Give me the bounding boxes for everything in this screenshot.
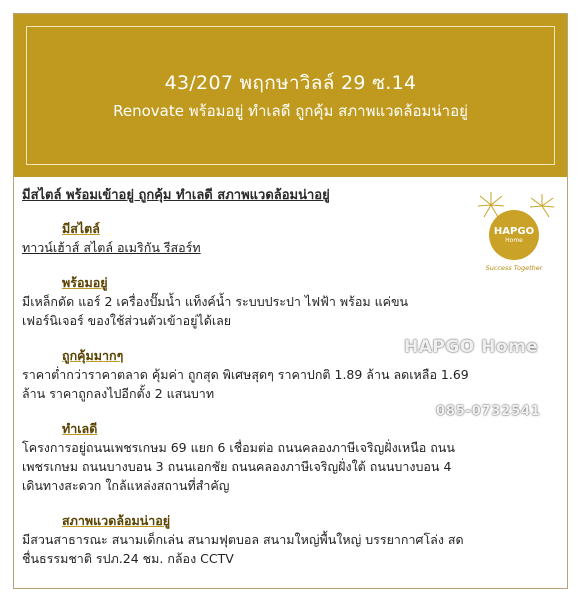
- logo-circle: [489, 210, 539, 260]
- section-title: พร้อมอยู่: [62, 275, 108, 290]
- header-banner: [14, 14, 567, 177]
- section-line: เดินทางสะดวก ใกล้แหล่งสถานที่สำคัญ: [22, 478, 230, 493]
- section-line: มีสวนสาธารณะ สนามเด็กเล่น สนามฟุตบอล สนามใหญ่พื้นใหญ่ บรรยากาศโล่ง สด: [22, 532, 464, 547]
- section-line: ชื่นธรรมชาติ รปภ.24 ชม. กล้อง CCTV: [22, 551, 234, 566]
- logo-tagline: Success Together: [485, 264, 543, 272]
- section-line: โครงการอยู่ถนนเพชรเกษม 69 แยก 6 เชื่อมต่อ ถนนคลองภาษีเจริญฝั่งเหนือ ถนน: [22, 440, 455, 455]
- header-subtitle: Renovate พร้อมอยู่ ทำเลดี ถูกคุ้ม สภาพแวดล้อมน่าอยู่: [113, 101, 468, 120]
- section-location: [22, 419, 567, 495]
- watermark-brand: HAPGO Home: [404, 337, 539, 357]
- watermark-phone: 085-0732541: [436, 404, 541, 419]
- header-title: 43/207 พฤกษาวิลล์ 29 ซ.14: [164, 71, 417, 94]
- section-title: สภาพแวดล้อมน่าอยู่: [62, 513, 171, 528]
- logo-name: HAPGO: [493, 226, 535, 237]
- section-title: ทำเลดี: [62, 421, 98, 436]
- section-line: มีเหล็กดัด แอร์ 2 เครื่องปั๊มน้ำ แท็งค์น้ำ ระบบประปา ไฟฟ้า พร้อม แค่ขน: [22, 294, 409, 309]
- section-line: ราคาต่ำกว่าราคาตลาด คุ้มค่า ถูกสุด พิเศษสุดๆ ราคาปกติ 1.89 ล้าน ลดเหลือ 1.69: [22, 367, 469, 382]
- section-environment: [22, 511, 567, 568]
- headline: มีสไตล์ พร้อมเข้าอยู่ ถูกคุ้ม ทำเลดี สภาพแวดล้อมน่าอยู่: [22, 188, 330, 203]
- header-inner-border: [26, 26, 555, 165]
- section-title: มีสไตล์: [62, 221, 100, 236]
- section-line: ทาวน์เฮ้าส์ สไตล์ อเมริกัน รีสอร์ท: [22, 240, 201, 255]
- logo-sub: Home: [505, 237, 523, 244]
- firework-right-icon: [528, 192, 556, 220]
- section-line: เพชรเกษม ถนนบางบอน 3 ถนนเอกชัย ถนนคลองภาษีเจริญฝั่งใต้ ถนนบางบอน 4: [22, 459, 452, 474]
- section-line: เฟอร์นิเจอร์ ของใช้ส่วนตัวเข้าอยู่ได้เลย: [22, 313, 232, 328]
- section-line: ล้าน ราคาถูกลงไปอีกตั้ง 2 แสนบาท: [22, 386, 215, 401]
- section-title: ถูกคุ้มมากๆ: [62, 348, 124, 363]
- section-ready: [22, 273, 567, 330]
- hapgo-logo: [476, 190, 556, 280]
